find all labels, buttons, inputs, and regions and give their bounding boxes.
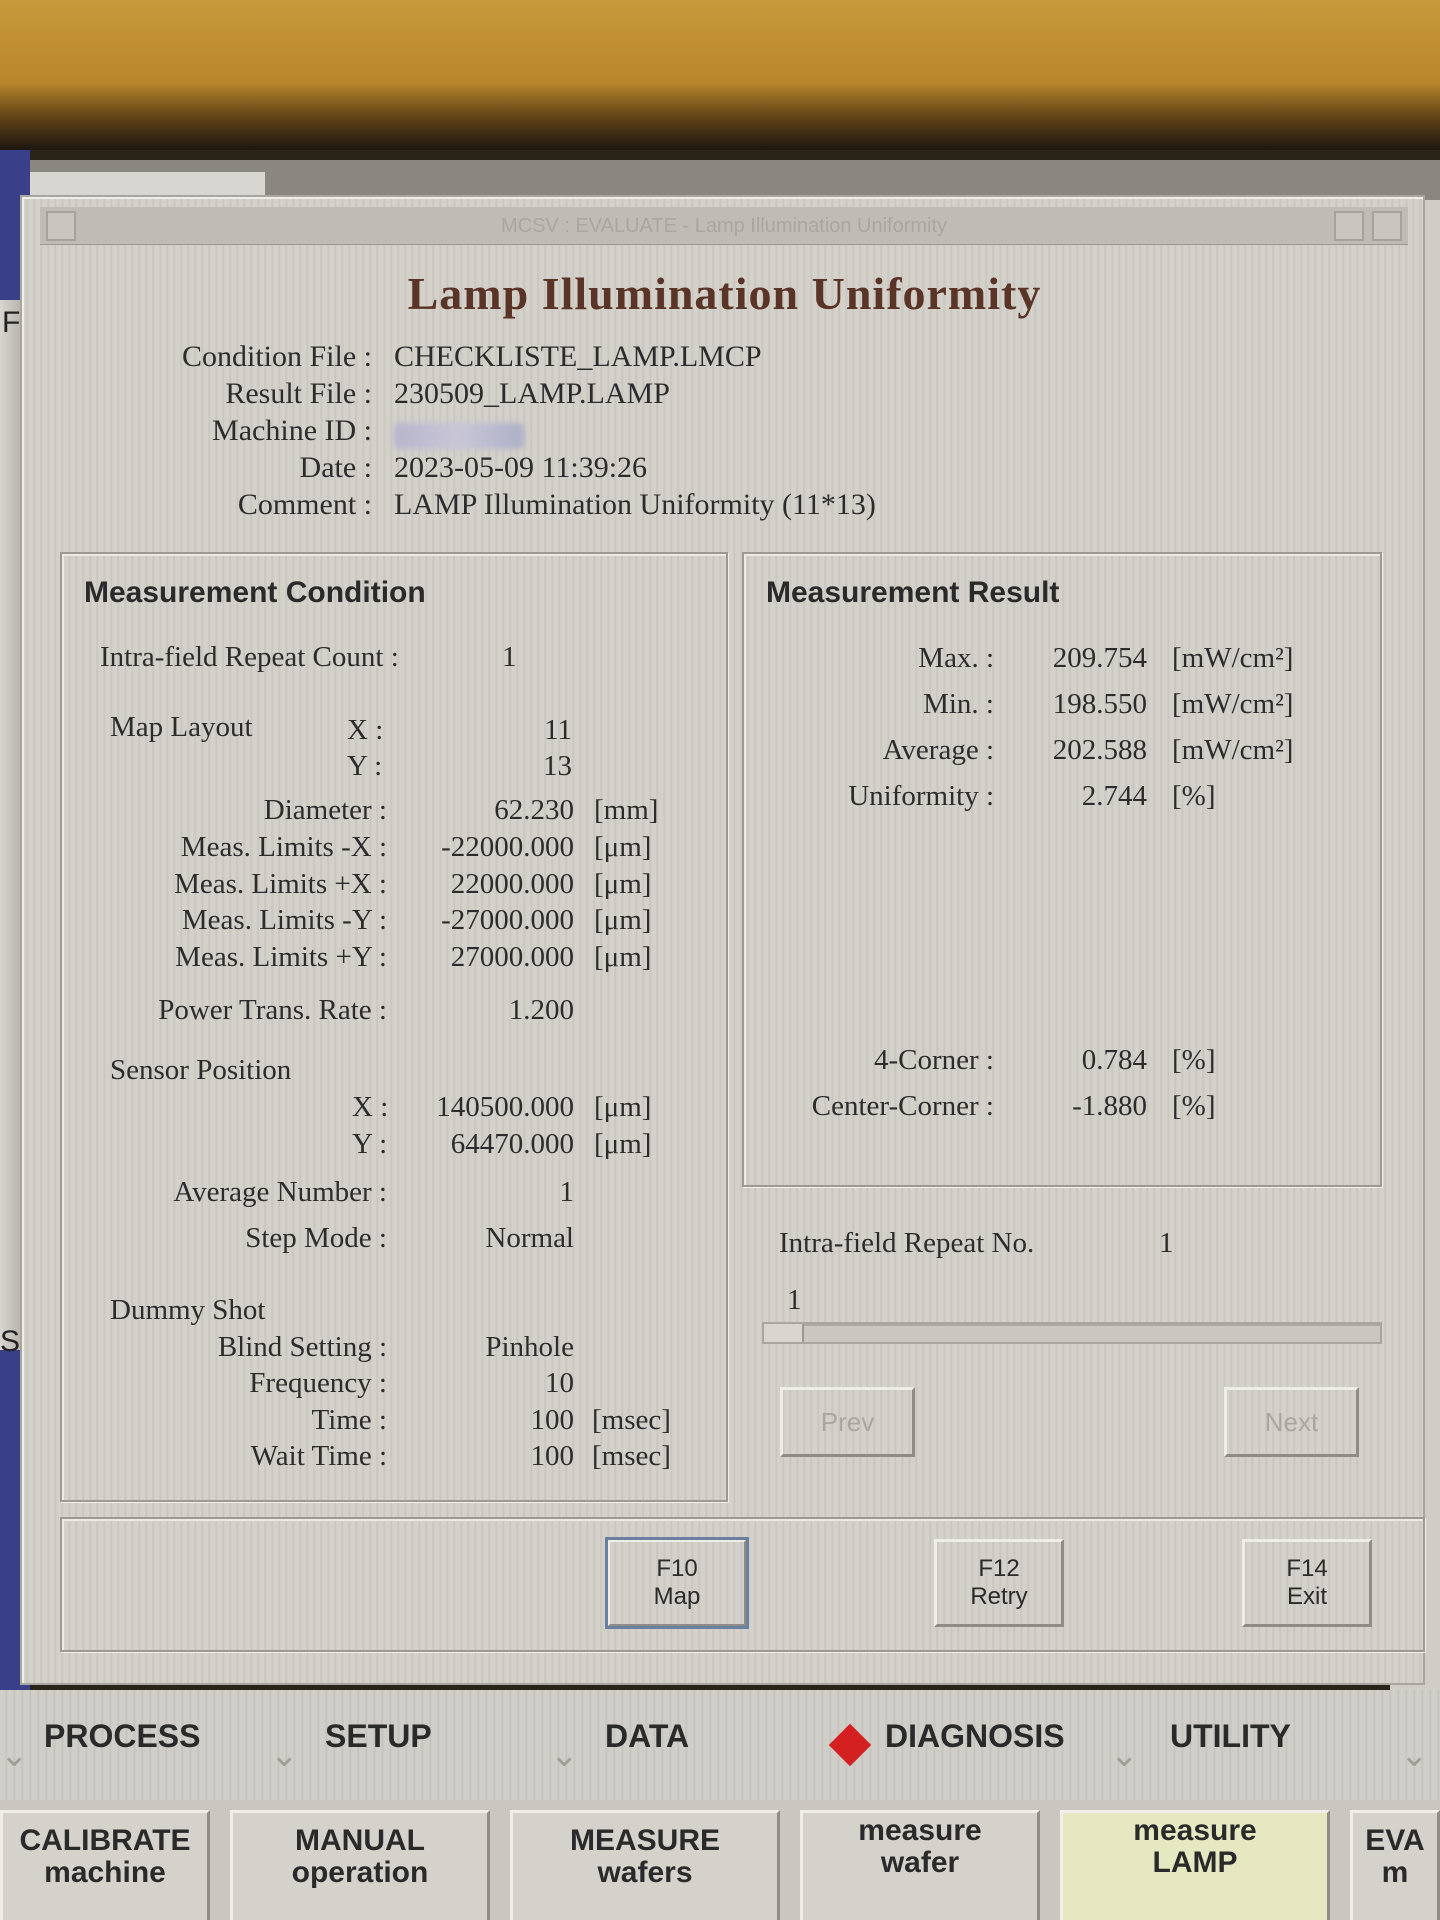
time-unit: [msec] [592,1404,671,1436]
uniformity-unit: [%] [1172,780,1216,812]
limit-minus-y-value: -27000.000 [441,904,574,936]
measure-wafers-line2: wafers [597,1856,693,1889]
measurement-result-panel [742,552,1382,1187]
chevron-down-icon: ⌄ [1110,1735,1139,1775]
background-window-letter: S [0,1325,21,1358]
blind-setting-label: Blind Setting : [217,1331,387,1363]
map-x-label: X : [347,714,384,746]
limit-plus-x-value: 22000.000 [450,868,574,900]
measure-lamp-button[interactable] [1060,1810,1330,1920]
sensor-y-value: 64470.000 [450,1128,574,1160]
limit-minus-x-unit: [μm] [594,831,652,863]
condition-file-label: Condition File : [181,340,372,373]
average-unit: [mW/cm²] [1172,734,1294,766]
manual-operation-button[interactable] [230,1810,490,1920]
diameter-value: 62.230 [494,794,574,826]
manual-operation-line1: MANUAL [295,1824,425,1857]
time-label: Time : [311,1404,387,1436]
manual-operation-line2: operation [291,1856,429,1889]
prev-button-label: Prev [820,1407,875,1437]
frequency-label: Frequency : [249,1367,387,1399]
window-menu-button[interactable] [46,211,76,241]
evaluate-line1: EVA [1365,1824,1425,1857]
function-key-bar [60,1517,1425,1652]
sensor-x-label: X : [352,1091,389,1123]
evaluate-line2: m [1381,1856,1409,1889]
repeat-slider-thumb[interactable] [764,1324,804,1342]
map-x-value: 11 [544,714,572,746]
retry-button[interactable] [934,1539,1064,1627]
date-label: Date : [299,451,372,484]
power-trans-rate-label: Power Trans. Rate : [158,994,387,1026]
chevron-down-icon: ⌄ [0,1735,29,1775]
redacted-machine-id [394,423,524,449]
calibrate-machine-line1: CALIBRATE [19,1824,191,1857]
map-y-label: Y : [347,750,383,782]
average-number-value: 1 [559,1176,574,1208]
wait-time-label: Wait Time : [250,1440,387,1472]
power-trans-rate-value: 1.200 [508,994,574,1026]
repeat-no-label: Intra-field Repeat No. [779,1227,1035,1259]
measure-lamp-line2: LAMP [1152,1846,1238,1879]
limit-minus-y-unit: [μm] [594,904,652,936]
exit-button[interactable] [1242,1539,1372,1627]
dummy-shot-label: Dummy Shot [110,1294,266,1326]
wait-time-unit: [msec] [592,1440,671,1472]
min-unit: [mW/cm²] [1172,688,1294,720]
exit-button-key: F14 [1286,1555,1328,1582]
sensor-position-label: Sensor Position [110,1054,292,1086]
map-button-key: F10 [656,1555,698,1582]
measurement-result-title: Measurement Result [766,576,1060,609]
window-titlebar[interactable] [40,207,1408,245]
min-label: Min. : [923,688,994,720]
average-number-label: Average Number : [173,1176,387,1208]
limit-plus-x-label: Meas. Limits +X : [174,868,387,900]
result-file-label: Result File : [225,377,372,410]
map-layout-label: Map Layout [110,711,253,743]
monitor-bezel [0,0,1440,150]
average-label: Average : [882,734,994,766]
menu-utility[interactable]: UTILITY [1170,1718,1291,1754]
max-value: 209.754 [1052,642,1147,674]
measure-wafer-line1: measure [858,1814,982,1847]
measurement-condition-panel [60,552,728,1502]
center-corner-label: Center-Corner : [811,1090,994,1122]
measure-wafers-button[interactable] [510,1810,780,1920]
comment-label: Comment : [237,488,372,521]
menu-setup[interactable]: SETUP [325,1718,432,1754]
minimize-button[interactable] [1334,211,1364,241]
result-file-value: 230509_LAMP.LAMP [394,377,670,410]
step-mode-value: Normal [485,1222,574,1254]
background-window-letter: F [2,306,21,339]
uniformity-value: 2.744 [1081,780,1147,812]
measure-wafer-line2: wafer [880,1846,960,1879]
map-button[interactable] [607,1539,747,1627]
menu-data[interactable]: DATA [605,1718,690,1754]
measure-wafers-line1: MEASURE [569,1824,720,1857]
menu-diagnosis[interactable]: DIAGNOSIS [885,1718,1065,1754]
repeat-no-value: 1 [1159,1227,1174,1259]
limit-minus-y-label: Meas. Limits -Y : [181,904,387,936]
machine-id-label: Machine ID : [212,414,372,447]
limit-plus-y-value: 27000.000 [450,941,574,973]
slider-value-label: 1 [787,1284,802,1316]
retry-button-label: Retry [970,1583,1028,1610]
time-value: 100 [530,1404,574,1436]
calibrate-machine-button[interactable] [0,1810,210,1920]
center-corner-value: -1.880 [1072,1090,1147,1122]
sensor-y-label: Y : [352,1128,388,1160]
page-title: Lamp Illumination Uniformity [407,268,1042,319]
blind-setting-value: Pinhole [485,1331,574,1363]
retry-button-key: F12 [978,1555,1020,1582]
prev-button[interactable] [780,1387,915,1457]
measurement-condition-title: Measurement Condition [84,576,426,609]
repeat-slider[interactable] [762,1322,1382,1344]
sensor-y-unit: [μm] [594,1128,652,1160]
chevron-down-icon: ⌄ [1400,1735,1429,1775]
repeat-count-value: 1 [502,641,517,673]
four-corner-label: 4-Corner : [874,1044,994,1076]
sensor-x-unit: [μm] [594,1091,652,1123]
step-mode-label: Step Mode : [245,1222,387,1254]
wait-time-value: 100 [530,1440,574,1472]
comment-value: LAMP Illumination Uniformity (11*13) [394,488,876,521]
limit-minus-x-value: -22000.000 [441,831,574,863]
limit-minus-x-label: Meas. Limits -X : [180,831,387,863]
condition-file-value: CHECKLISTE_LAMP.LMCP [394,340,762,373]
background-window-edge [0,300,20,1350]
map-y-value: 13 [543,750,572,782]
four-corner-unit: [%] [1172,1044,1216,1076]
next-button-label: Next [1264,1407,1319,1437]
repeat-count-label: Intra-field Repeat Count : [100,641,399,673]
center-corner-unit: [%] [1172,1090,1216,1122]
four-corner-value: 0.784 [1081,1044,1147,1076]
diameter-label: Diameter : [263,794,387,826]
chevron-down-icon: ⌄ [270,1735,299,1775]
window-title: MCSV : EVALUATE - Lamp Illumination Uniformity [500,215,948,237]
chevron-down-icon: ⌄ [550,1735,579,1775]
max-label: Max. : [918,642,994,674]
frequency-value: 10 [545,1367,574,1399]
limit-plus-y-unit: [μm] [594,941,652,973]
limit-plus-x-unit: [μm] [594,868,652,900]
uniformity-label: Uniformity : [848,780,994,812]
min-value: 198.550 [1052,688,1147,720]
measure-wafer-button[interactable] [800,1810,1040,1920]
diameter-unit: [mm] [594,794,659,826]
menu-process[interactable]: PROCESS [44,1718,201,1754]
calibrate-machine-line2: machine [44,1856,166,1889]
evaluate-button[interactable] [1350,1810,1440,1920]
sensor-x-value: 140500.000 [436,1091,574,1123]
map-button-label: Map [653,1583,701,1610]
lamp-uniformity-dialog [20,195,1425,1685]
maximize-button[interactable] [1372,211,1402,241]
measure-lamp-line1: measure [1133,1814,1257,1847]
machine-id-value [394,417,524,451]
next-button[interactable] [1224,1387,1359,1457]
max-unit: [mW/cm²] [1172,642,1294,674]
average-value: 202.588 [1052,734,1147,766]
exit-button-label: Exit [1286,1583,1327,1610]
limit-plus-y-label: Meas. Limits +Y : [175,941,387,973]
date-value: 2023-05-09 11:39:26 [394,451,648,484]
